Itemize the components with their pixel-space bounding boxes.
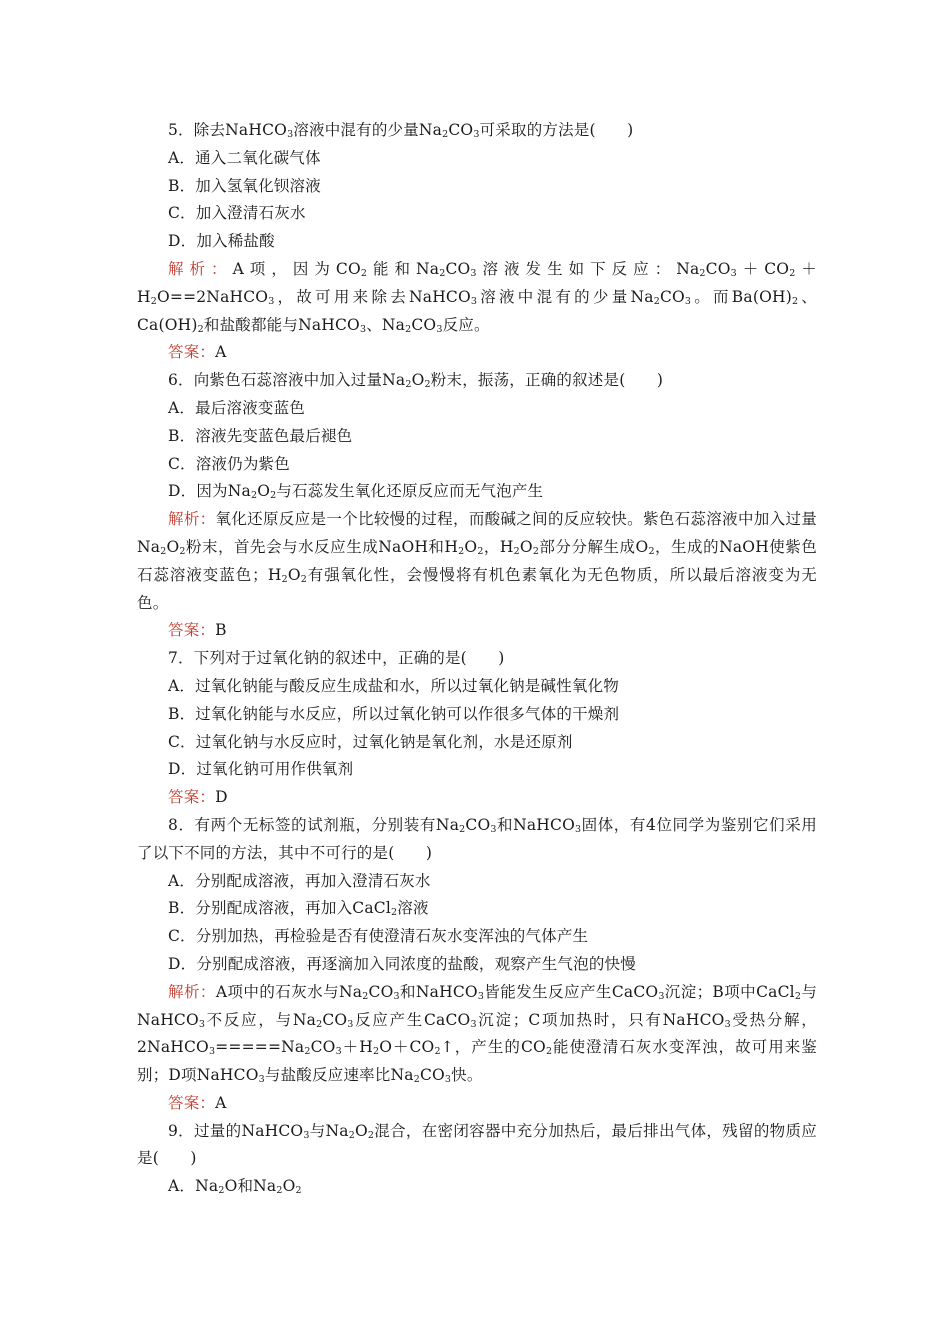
question-5-option-b: B．加入氢氧化钡溶液 <box>168 176 321 195</box>
question-8-option-c: C．分别加热，再检验是否有使澄清石灰水变浑浊的气体产生 <box>168 927 589 946</box>
question-5-option-c: C．加入澄清石灰水 <box>168 204 306 223</box>
question-9-option-a: A．$Na_2O$和$Na_2O_2$ <box>168 1177 302 1197</box>
question-5-option-a: A．通入二氧化碳气体 <box>168 148 321 167</box>
answer-label: 答案： <box>168 788 216 807</box>
question-8-option-a: A．分别配成溶液，再加入澄清石灰水 <box>168 871 431 890</box>
question-8-option-b: B．分别配成溶液，再加入CaCl$_2$溶液 <box>168 899 429 919</box>
answer-label: 答案： <box>168 621 216 640</box>
question-6-stem: 6．向紫色石蕊溶液中加入过量$Na_2O_2$粉末，振荡，正确的叙述是( ) <box>168 371 664 391</box>
question-5-option-d: D．加入稀盐酸 <box>168 232 275 251</box>
question-9-stem: 9．过量的NaHCO$_3$与$Na_2O_2$混合，在密闭容器中充分加热后，最后排出气体，残留的物质应是( ) <box>137 1121 818 1168</box>
analysis-label: 解析： <box>168 259 233 278</box>
question-5-answer: 答案：A <box>168 343 227 362</box>
question-7-option-b: B．过氧化钠能与水反应，所以过氧化钠可以作很多气体的干燥剂 <box>168 704 620 723</box>
question-8-option-d: D．分别配成溶液，再逐滴加入同浓度的盐酸，观察产生气泡的快慢 <box>168 954 636 973</box>
document-content <box>137 117 817 1201</box>
question-6-option-b: B．溶液先变蓝色最后褪色 <box>168 426 353 445</box>
question-7-option-d: D．过氧化钠可用作供氧剂 <box>168 760 354 779</box>
question-7-option-c: C．过氧化钠与水反应时，过氧化钠是氧化剂，水是还原剂 <box>168 732 573 751</box>
answer-label: 答案： <box>168 343 216 362</box>
question-8-stem: 8．有两个无标签的试剂瓶，分别装有$Na_2CO_3$和NaHCO$_3$固体，有4位同学为鉴别它们采用了以下不同的方法，其中不可行的是( ) <box>137 815 817 862</box>
question-6-option-c: C．溶液仍为紫色 <box>168 454 290 473</box>
question-7-answer: 答案：D <box>168 788 228 807</box>
question-5-analysis: 解析：A项，因为$CO_2$能和$Na_2CO_3$溶液发生如下反应：$Na_2CO_3+CO_2+H_2O==2NaHCO_3$，故可用来除去NaHCO$_3$溶液中混有的少量$Na_2CO_3$。而$Ba(OH)_2$、$Ca(OH)_2$和盐酸都能与NaHCO$_3$、$Na_2CO_3$反应。 <box>137 259 817 335</box>
question-6-option-a: A．最后溶液变蓝色 <box>168 398 305 417</box>
question-7-stem: 7．下列对于过氧化钠的叙述中，正确的是( ) <box>168 649 505 668</box>
question-5-stem: 5．除去NaHCO$_3$溶液中混有的少量$Na_2CO_3$可采取的方法是( ) <box>168 121 634 140</box>
analysis-label: 解析： <box>168 510 216 529</box>
answer-label: 答案： <box>168 1093 216 1112</box>
question-8-answer: 答案：A <box>168 1093 227 1112</box>
question-6-option-d: D．因为$Na_2O_2$与石蕊发生氧化还原反应而无气泡产生 <box>168 482 544 502</box>
question-6-analysis: 解析：氧化还原反应是一个比较慢的过程，而酸碱之间的反应较快。紫色石蕊溶液中加入过量$Na_2O_2$粉末，首先会与水反应生成NaOH和$H_2O_2$，$H_2O_2$部分分解生成$O_2$，生成的NaOH使紫色石蕊溶液变蓝色；$H_2O_2$有强氧化性，会慢慢将有机色素氧化为无色物质，所以最后溶液变为无色。 <box>137 510 818 612</box>
question-6-answer: 答案：B <box>168 621 227 640</box>
analysis-label: 解析： <box>168 982 216 1001</box>
question-8-analysis: 解析：A项中的石灰水与$Na_2CO_3$和NaHCO$_3$皆能发生反应产生CaCO$_3$沉淀；B项中CaCl$_2$与NaHCO$_3$不反应，与$Na_2CO_3$反应产生CaCO$_3$沉淀；C项加热时，只有NaHCO$_3$受热分解，$2NaHCO_3=====Na_2CO_3+H_2O+CO_2↑$，产生的$CO_2$能使澄清石灰水变浑浊，故可用来鉴别；D项NaHCO$_3$与盐酸反应速率比$Na_2CO_3$快。 <box>137 982 818 1086</box>
question-7-option-a: A．过氧化钠能与酸反应生成盐和水，所以过氧化钠是碱性氧化物 <box>168 676 619 695</box>
